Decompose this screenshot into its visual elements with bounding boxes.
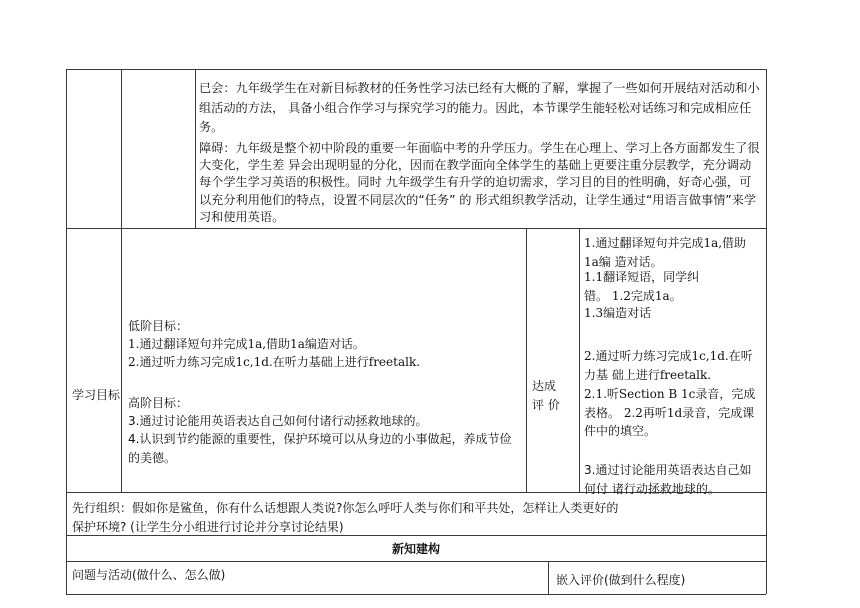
rule-col-evaluation	[548, 561, 549, 594]
assessment-label: 达成 评 价	[532, 379, 560, 412]
rule-col-label	[121, 69, 122, 492]
rule-right	[766, 69, 767, 594]
assessment-block-2-item-1: 2.1.听Section B 1c录音，完成表格。 2.2再听1d录音，完成课件中的填空。	[584, 387, 756, 438]
rule-heading-bottom	[66, 561, 766, 562]
assessment-block-1-title: 1.通过翻译短句并完成1a,借助1a编 造对话。	[584, 236, 747, 269]
assessment-block-1-item-2: 1.3编造对话	[584, 306, 652, 320]
already-known-text: 已会：九年级学生在对新目标教材的任务性学习法已经有大概的了解，掌握了一些如何开展结对活动和小组活动的方法， 具备小组合作学习与探究学习的能力。因此，本节课学生能轻松对话练习和完成相应任务。	[199, 81, 760, 134]
rule-col-assess-right	[579, 228, 580, 492]
new-knowledge-heading: 新知建构	[391, 542, 440, 556]
rule-top	[66, 69, 766, 70]
rule-col-sub	[195, 69, 196, 228]
assessment-block-3-title: 3.通过讨论能用英语表达自己如何付 诸行动拯救地球的。	[584, 463, 752, 496]
low-objective-2: 2.通过听力练习完成1c,1d.在听力基础上进行freetalk.	[128, 355, 421, 369]
rule-left	[66, 69, 67, 594]
activity-column-header: 问题与活动(做什么、怎么做)	[72, 568, 226, 582]
rule-objectives-top	[66, 228, 766, 229]
low-objectives-title: 低阶目标：	[128, 319, 189, 333]
high-objective-3: 3.通过讨论能用英语表达自己如何付诸行动拯救地球的。	[128, 414, 428, 428]
obstacles-text: 障碍：九年级是整个初中阶段的重要一年面临中考的升学压力。学生在心理上、学习上各方面都发生了很大变化，学生差 异会出现明显的分化，因而在教学面向全体学生的基础上更要注重分层教学，充分调动每个学生学习英语的积极性。同时 九年级学生有升学的迫切需求，学习目的目的性明确，好奇心强，可以充分利用他们的特点，设置不同层次的“任务” 的 形式组织教学活动，让学生通过“用语言做事情”来学习和使用英语。	[199, 141, 760, 224]
assessment-block-1-item-1: 1.1翻译短语，同学纠错。 1.2完成1a。	[584, 270, 700, 303]
rule-bottom	[66, 594, 766, 595]
high-objectives-title: 高阶目标：	[128, 396, 189, 410]
high-objective-4: 4.认识到节约能源的重要性，保护环境可以从身边的小事做起，养成节俭的美德。	[128, 432, 512, 465]
advance-organizer-text: 先行组织：假如你是鲨鱼，你有什么话想跟人类说?你怎么呼吁人类与你们和平共处，怎样让人类更好的保护环境? (让学生分小组进行讨论并分享讨论结果)	[72, 501, 619, 534]
low-objective-1: 1.通过翻译短句并完成1a,借助1a编造对话。	[128, 337, 365, 351]
rule-col-assess-left	[526, 228, 527, 492]
assessment-block-2-title: 2.通过听力练习完成1c,1d.在听力基 础上进行freetalk.	[584, 349, 753, 382]
objectives-row-label: 学习目标	[72, 388, 121, 402]
evaluation-column-header: 嵌入评价(做到什么程度)	[556, 573, 686, 587]
